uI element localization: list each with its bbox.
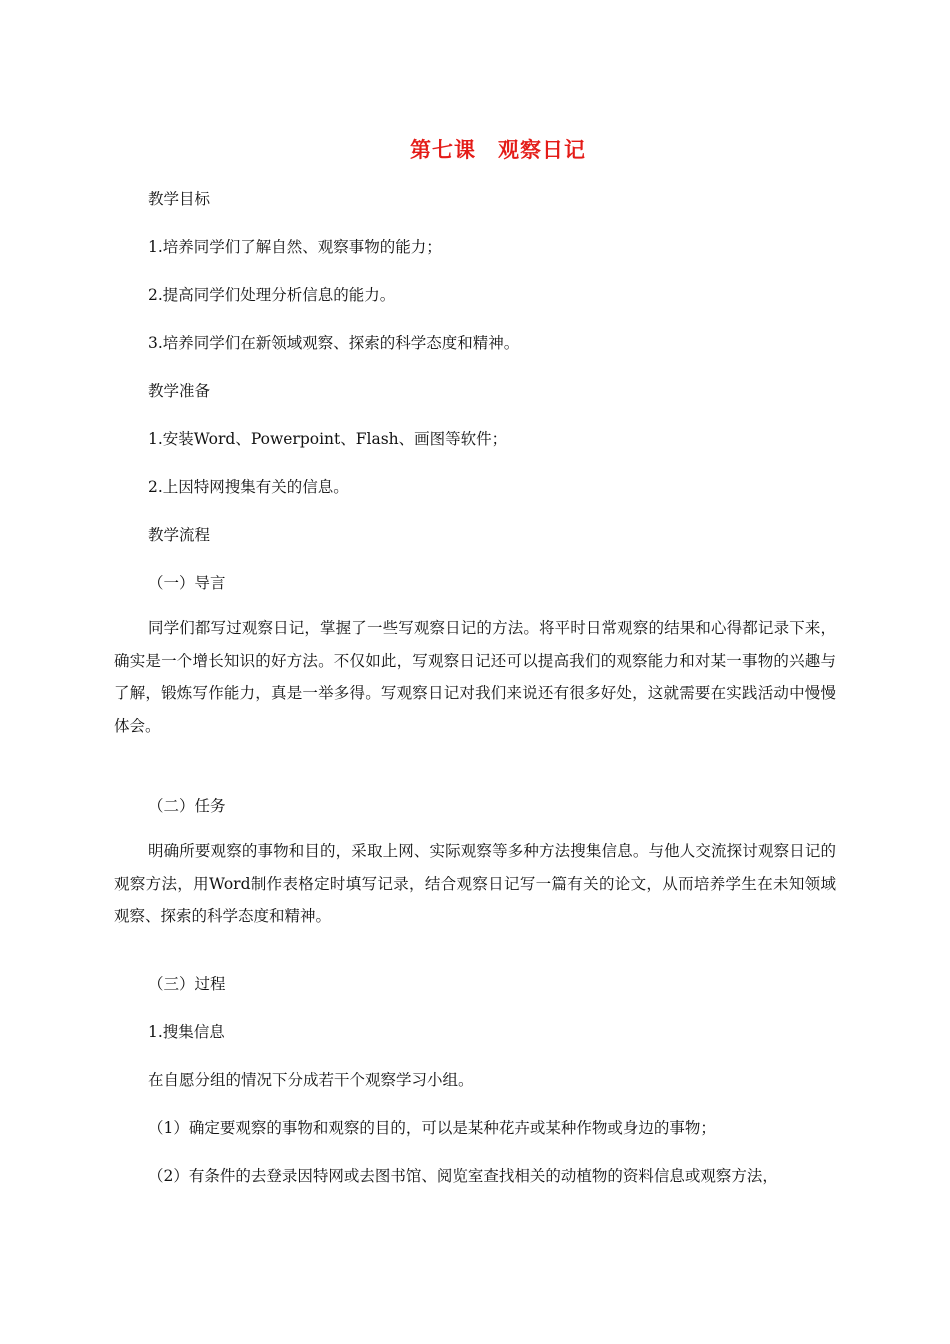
- task-heading: （二）任务: [148, 797, 226, 815]
- step1-intro: 在自愿分组的情况下分成若干个观察学习小组。: [148, 1071, 474, 1089]
- steps-heading: （三）过程: [148, 975, 226, 993]
- intro-paragraph: 同学们都写过观察日记，掌握了一些写观察日记的方法。将平时日常观察的结果和心得都记录下来，确实是一个增长知识的好方法。不仅如此，写观察日记还可以提高我们的观察能力和对某一事物的兴趣与了解，锻炼写作能力，真是一举多得。写观察日记对我们来说还有很多好处，这就需要在实践活动中慢慢体会。: [114, 619, 836, 736]
- step1-item-1: （1）确定要观察的事物和观察的目的，可以是某种花卉或某种作物或身边的事物；: [148, 1119, 716, 1137]
- intro-heading: （一）导言: [148, 574, 226, 592]
- document-title: 第七课 观察日记: [410, 138, 586, 162]
- step1-heading: 1.搜集信息: [148, 1023, 225, 1041]
- objective-item-2: 2.提高同学们处理分析信息的能力。: [148, 286, 396, 304]
- preparation-item-2: 2.上因特网搜集有关的信息。: [148, 478, 349, 496]
- step1-item-2: （2）有条件的去登录因特网或去图书馆、阅览室查找相关的动植物的资料信息或观察方法，: [148, 1167, 778, 1185]
- preparation-heading: 教学准备: [148, 382, 211, 400]
- task-paragraph: 明确所要观察的事物和目的，采取上网、实际观察等多种方法搜集信息。与他人交流探讨观察日记的观察方法，用Word制作表格定时填写记录，结合观察日记写一篇有关的论文，从而培养学生在未知领域观察、探索的科学态度和精神。: [114, 842, 836, 926]
- preparation-item-1: 1.安装Word、Powerpoint、Flash、画图等软件；: [148, 430, 508, 448]
- objective-item-3: 3.培养同学们在新领域观察、探索的科学态度和精神。: [148, 334, 520, 352]
- objectives-heading: 教学目标: [148, 190, 211, 208]
- objective-item-1: 1.培养同学们了解自然、观察事物的能力；: [148, 238, 442, 256]
- process-heading: 教学流程: [148, 526, 211, 544]
